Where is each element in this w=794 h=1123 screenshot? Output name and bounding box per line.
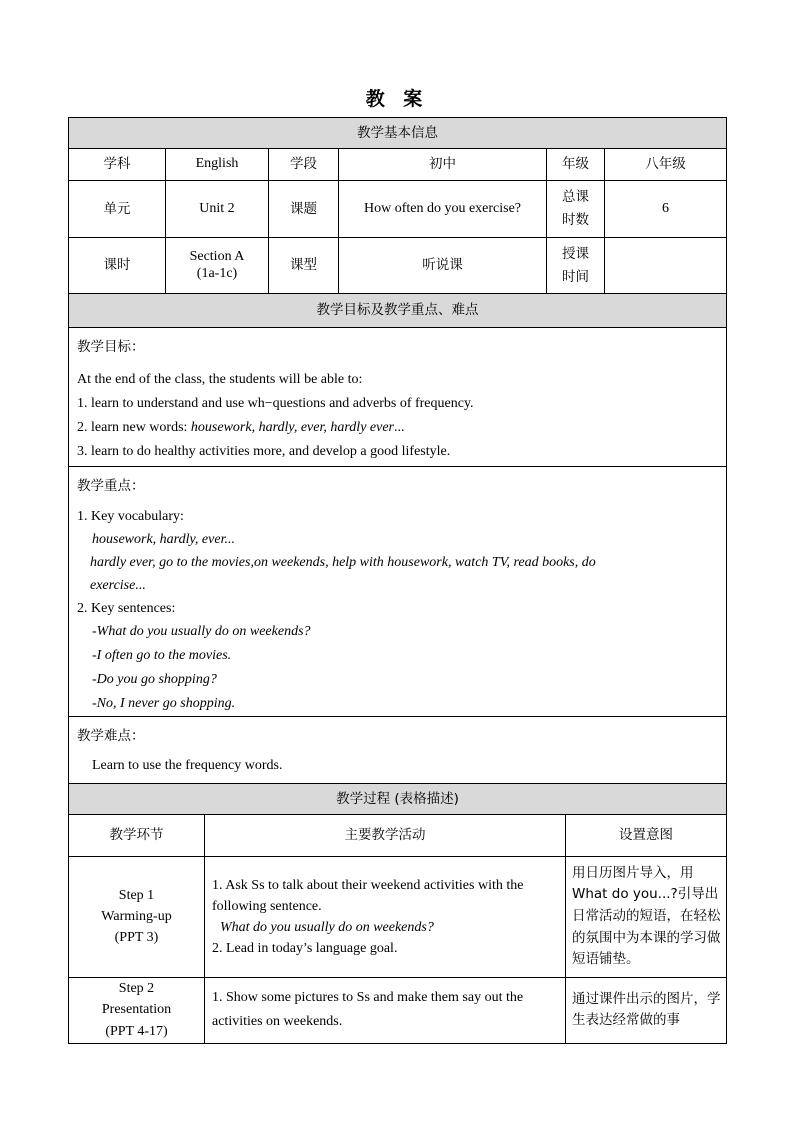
period-value: Section A (1a-1c) [166, 238, 269, 294]
topic-value: How often do you exercise? [339, 181, 547, 238]
document-title: 教 案 [365, 88, 429, 110]
class-time-label: 授课 时间 [547, 238, 605, 294]
key-vocab-line-2: hardly ever, go to the movies,on weekends, help with housework, watch TV, read books, do [90, 555, 596, 571]
grade-value: 八年级 [605, 149, 727, 181]
section-header-process: 教学过程 (表格描述) [69, 784, 727, 815]
class-time-value [605, 238, 727, 294]
lesson-type-value: 听说课 [339, 238, 547, 294]
step-1-intent: 用日历图片导入，用What do you...?引导出日常活动的短语，在轻松的氛围中为本课的学习做短语铺垫。 [566, 856, 727, 977]
section-header-goals: 教学目标及教学重点、难点 [69, 294, 727, 328]
difficulty-heading: 教学难点： [77, 728, 145, 745]
key-points-heading: 教学重点： [77, 478, 145, 494]
step-2-activities: 1. Show some pictures to Ss and make them say out the activities on weekends. [205, 977, 566, 1043]
subject-value: English [166, 149, 269, 181]
unit-label: 单元 [69, 181, 166, 238]
col-header-stage: 教学环节 [69, 815, 205, 856]
col-header-activity: 主要教学活动 [205, 815, 566, 856]
objectives-intro: At the end of the class, the students will be able to: [77, 372, 363, 388]
total-periods-label: 总课 时数 [547, 181, 605, 238]
difficulty-text: Learn to use the frequency words. [92, 758, 283, 774]
key-sentence-2: -I often go to the movies. [92, 648, 232, 664]
grade-label: 年级 [547, 149, 605, 181]
difficulty-block [69, 717, 727, 784]
section-header-basic-info: 教学基本信息 [69, 118, 727, 149]
col-header-intent: 设置意图 [566, 815, 727, 856]
step-1-stage: Step 1 Warming-up (PPT 3) [69, 856, 205, 977]
unit-value: Unit 2 [166, 181, 269, 238]
key-sentences-title: 2. Key sentences: [77, 601, 176, 617]
total-periods-value: 6 [605, 181, 727, 238]
key-sentence-3: -Do you go shopping? [92, 672, 217, 688]
step-2-intent: 通过课件出示的图片，学生表达经常做的事 [566, 977, 727, 1043]
step-1-activities: 1. Ask Ss to talk about their weekend activities with the following sentence. What do you usually do on weekends? 2. Lead in today’s language goal. [205, 856, 566, 977]
key-vocab-line-3: exercise... [90, 578, 146, 594]
objective-3: 3. learn to do healthy activities more, and develop a good lifestyle. [77, 444, 451, 460]
lesson-plan-table [68, 117, 726, 1044]
stage-value: 初中 [339, 149, 547, 181]
objective-2: 2. learn new words: housework, hardly, ever, hardly ever... [77, 420, 405, 436]
subject-label: 学科 [69, 149, 166, 181]
objectives-heading: 教学目标： [77, 339, 145, 355]
key-sentence-4: -No, I never go shopping. [92, 696, 236, 712]
period-label: 课时 [69, 238, 166, 294]
objectives-block [69, 328, 727, 467]
objective-1: 1. learn to understand and use wh−questions and adverbs of frequency. [77, 396, 474, 412]
key-sentence-1: -What do you usually do on weekends? [92, 624, 311, 640]
lesson-type-label: 课型 [269, 238, 339, 294]
key-vocab-line-1: housework, hardly, ever... [92, 532, 235, 548]
stage-label: 学段 [269, 149, 339, 181]
key-points-block [69, 467, 727, 717]
key-vocab-title: 1. Key vocabulary: [77, 509, 184, 525]
topic-label: 课题 [269, 181, 339, 238]
step-2-stage: Step 2 Presentation (PPT 4-17) [69, 977, 205, 1043]
